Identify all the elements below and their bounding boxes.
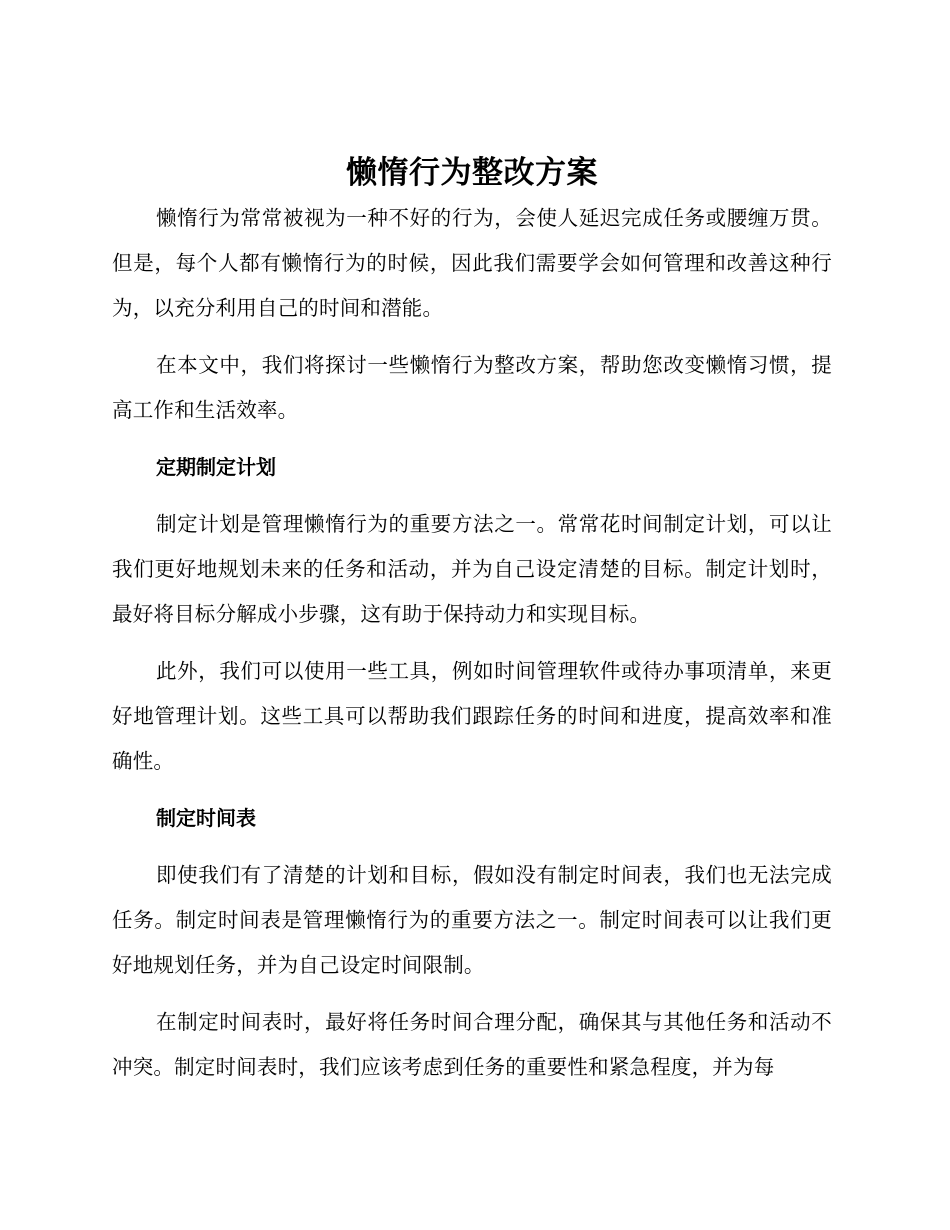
section-heading-plan: 定期制定计划 xyxy=(156,455,276,479)
paragraph-intro: 懒惰行为常常被视为一种不好的行为，会使人延迟完成任务或腰缠万贯。但是，每个人都有懒惰行为的时候，因此我们需要学会如何管理和改善这种行为，以充分利用自己的时间和潜能。 xyxy=(112,206,832,320)
document-body xyxy=(112,150,832,1102)
paragraph-plan-2: 此外，我们可以使用一些工具，例如时间管理软件或待办事项清单，来更好地管理计划。这些工具可以帮助我们跟踪任务的时间和进度，提高效率和准确性。 xyxy=(112,659,832,773)
paragraph-plan-1: 制定计划是管理懒惰行为的重要方法之一。常常花时间制定计划，可以让我们更好地规划未来的任务和活动，并为自己设定清楚的目标。制定计划时，最好将目标分解成小步骤，这有助于保持动力和实现目标。 xyxy=(112,512,832,626)
paragraph-schedule-2: 在制定时间表时，最好将任务时间合理分配，确保其与其他任务和活动不冲突。制定时间表时，我们应该考虑到任务的重要性和紧急程度，并为每 xyxy=(112,1010,832,1079)
paragraph-overview: 在本文中，我们将探讨一些懒惰行为整改方案，帮助您改变懒惰习惯，提高工作和生活效率。 xyxy=(112,353,832,422)
paragraph-schedule-1: 即使我们有了清楚的计划和目标，假如没有制定时间表，我们也无法完成任务。制定时间表是管理懒惰行为的重要方法之一。制定时间表可以让我们更好地规划任务，并为自己设定时间限制。 xyxy=(112,863,832,977)
section-heading-schedule: 制定时间表 xyxy=(156,806,256,830)
document-title: 懒惰行为整改方案 xyxy=(346,155,598,191)
